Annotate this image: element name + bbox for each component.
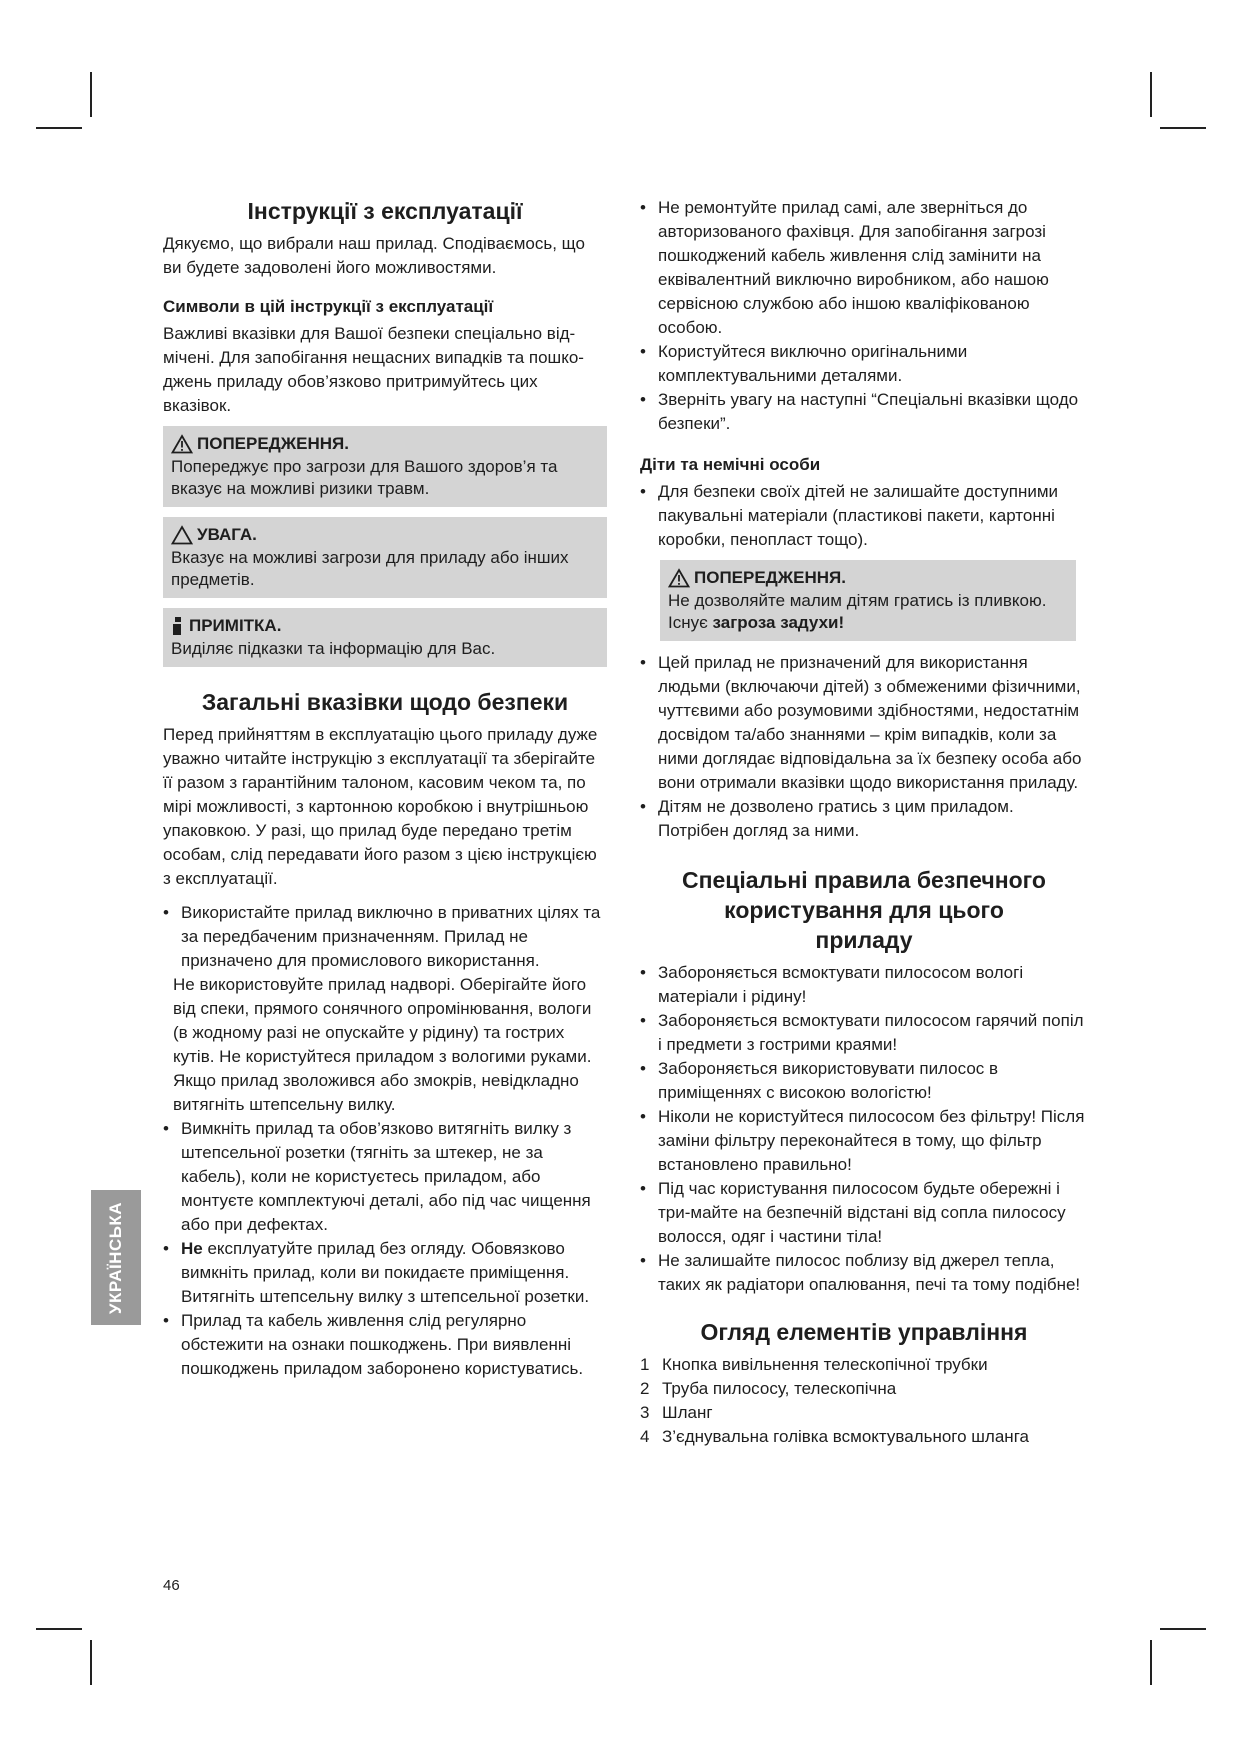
list-item: 1 Кнопка вивільнення телескопічної трубки (640, 1355, 988, 1374)
list-item: • Забороняється всмоктувати пилососом гарячий попіл і предмети з гострими краями! (640, 1009, 1088, 1057)
list-item: • Не залишайте пилосос поблизу від джерел тепла, таких як радіатори опалювання, печі та тому подібне! (640, 1249, 1088, 1297)
caution-title: УВАГА. (197, 525, 257, 544)
overview-list (640, 1353, 1088, 1449)
crop-mark (90, 72, 92, 117)
intro-text: Дякуємо, що вибрали наш прилад. Сподіваємось, що ви будете задоволені його можливостями. (163, 234, 585, 277)
child-warning-box (660, 560, 1076, 641)
crop-mark (1160, 127, 1206, 129)
page-title: Інструкції з експлуатації (247, 198, 523, 224)
crop-mark (1160, 1628, 1206, 1630)
general-safety-list (163, 901, 607, 1381)
general-safety-text: Перед прийняттям в експлуатацію цього приладу дуже уважно читайте інструкцію з експлуатації та зберігайте її разом з гарантійним талоном, касовим чеком та, по мірі можливості, з картонною коробкою і внутрішньою упаковкою. У разі, що прилад буде передано третім особам, слід передавати його разом з цією інструкцією з експлуатації. (163, 725, 598, 888)
list-item: 4 З’єднувальна голівка всмоктувального шланга (640, 1427, 1029, 1446)
symbols-text: Важливі вказівки для Вашої безпеки спеціально від-мічені. Для запобігання нещасних випадків та пошко-джень приладу обов’язково притримуйтесь цих вказівок. (163, 324, 584, 415)
crop-mark (36, 127, 82, 129)
warning-triangle-icon (171, 434, 193, 454)
list-item: 2 Труба пилососу, телескопічна (640, 1379, 897, 1398)
list-item: • Не ремонтуйте прилад самі, але зверніться до авторизованого фахівця. Для запобігання загрозі пошкоджений кабель живлення слід замінити на еквівалентний виключно виробником, або нашою сервісною службою або іншою кваліфікованою особою. (640, 196, 1088, 340)
warning-text: Не дозволяйте малим дітям гратись із пливкою. Існує загроза задухи! (668, 591, 1047, 632)
list-item: • Користуйтеся виключно оригінальними комплектувальними деталями. (640, 340, 1088, 388)
special-rules-list (640, 961, 1088, 1297)
list-item: • Цей прилад не призначений для використання людьми (включаючи дітей) з обмеженими фізичними, чуттєвими або розумовими здібностями, недостатнім досвідом та/або знаннями – крім випадків, коли за ними доглядає відповідальна за їх безпеку особа або вони отримали вказівки щодо використання приладу. (640, 651, 1088, 795)
list-item: • Забороняється використовувати пилосос в приміщеннях с високою вологістю! (640, 1057, 1088, 1105)
list-item: • Під час користування пилососом будьте обережні і три-майте на безпечній відстані від сопла пилососу волосся, одяг і частини тіла! (640, 1177, 1088, 1249)
general-safety-title: Загальні вказівки щодо безпеки (201, 689, 569, 715)
right-column (640, 196, 1088, 1449)
list-item: • Використайте прилад виключно в приватних цілях та за передбаченим призначенням. Прилад не призначено для промислового використання. Не використовуйте прилад надворі. Оберігайте його від спеки, прямого сонячного опромінювання, вологи (в жодному разі не опускайте у рідину) та гострих кутів. Не користуйтеся приладом з вологими руками. Якщо прилад зволожився або змокрів, невідкладно витягніть штепсельну вилку. (163, 901, 607, 1117)
page-number: 46 (163, 1577, 180, 1594)
crop-mark (1150, 72, 1152, 117)
symbols-heading: Символи в цій інструкції з експлуатації (163, 297, 494, 316)
crop-mark (1150, 1640, 1152, 1685)
note-text: Виділяє підказки та інформацію для Вас. (171, 639, 496, 658)
overview-title: Огляд елементів управління (700, 1319, 1028, 1345)
list-item: • Дітям не дозволено гратись з цим приладом. Потрібен догляд за ними. (640, 795, 1088, 843)
warning-box (163, 426, 607, 507)
list-item: • Для безпеки своїх дітей не залишайте доступними пакувальні матеріали (пластикові пакети, картонні коробки, пенопласт тощо). (640, 480, 1088, 552)
list-item: • Не експлуатуйте прилад без огляду. Обовязково вимкніть прилад, коли ви покидаєте приміщення. Витягніть штепсельну вилку з штепсельної розетки. (163, 1237, 607, 1309)
caution-triangle-icon (171, 525, 193, 545)
warning-title: ПОПЕРЕДЖЕННЯ. (197, 434, 349, 453)
special-rules-title: Спеціальні правила безпечного користування для цього приладу (681, 867, 1046, 953)
language-tab: УКРАЇНСЬКА (91, 1190, 141, 1325)
list-item: • Зверніть увагу на наступні “Спеціальні вказівки щодо безпеки”. (640, 388, 1088, 436)
left-column (163, 196, 607, 1381)
list-item: • Забороняється всмоктувати пилососом вологі матеріали і рідину! (640, 961, 1088, 1009)
caution-box (163, 517, 607, 598)
list-item: • Вимкніть прилад та обов’язково витягніть вилку з штепсельної розетки (тягніть за штекер, не за кабель), коли не користуєтесь приладом, або монтуєте комплектуючі деталі, або під час чищення або при дефектах. (163, 1117, 607, 1237)
caution-text: Вказує на можливі загрози для приладу або інших предметів. (171, 548, 569, 589)
children-heading: Діти та немічні особи (640, 455, 821, 474)
general-safety-list-continued (640, 196, 1088, 436)
note-box (163, 608, 607, 667)
warning-title: ПОПЕРЕДЖЕННЯ. (694, 568, 846, 587)
list-item: • Прилад та кабель живлення слід регулярно обстежити на ознаки пошкоджень. При виявленні пошкоджень приладом заборонено користуватись. (163, 1309, 607, 1381)
warning-triangle-icon (668, 568, 690, 588)
note-title: ПРИМІТКА. (189, 616, 282, 635)
crop-mark (36, 1628, 82, 1630)
warning-text: Попереджує про загрози для Вашого здоров’я та вказує на можливі ризики травм. (171, 457, 558, 498)
list-item: 3 Шланг (640, 1403, 713, 1422)
crop-mark (90, 1640, 92, 1685)
info-icon (171, 616, 185, 636)
list-item: • Ніколи не користуйтеся пилососом без фільтру! Після заміни фільтру переконайтеся в тому, що фільтр встановлено правильно! (640, 1105, 1088, 1177)
